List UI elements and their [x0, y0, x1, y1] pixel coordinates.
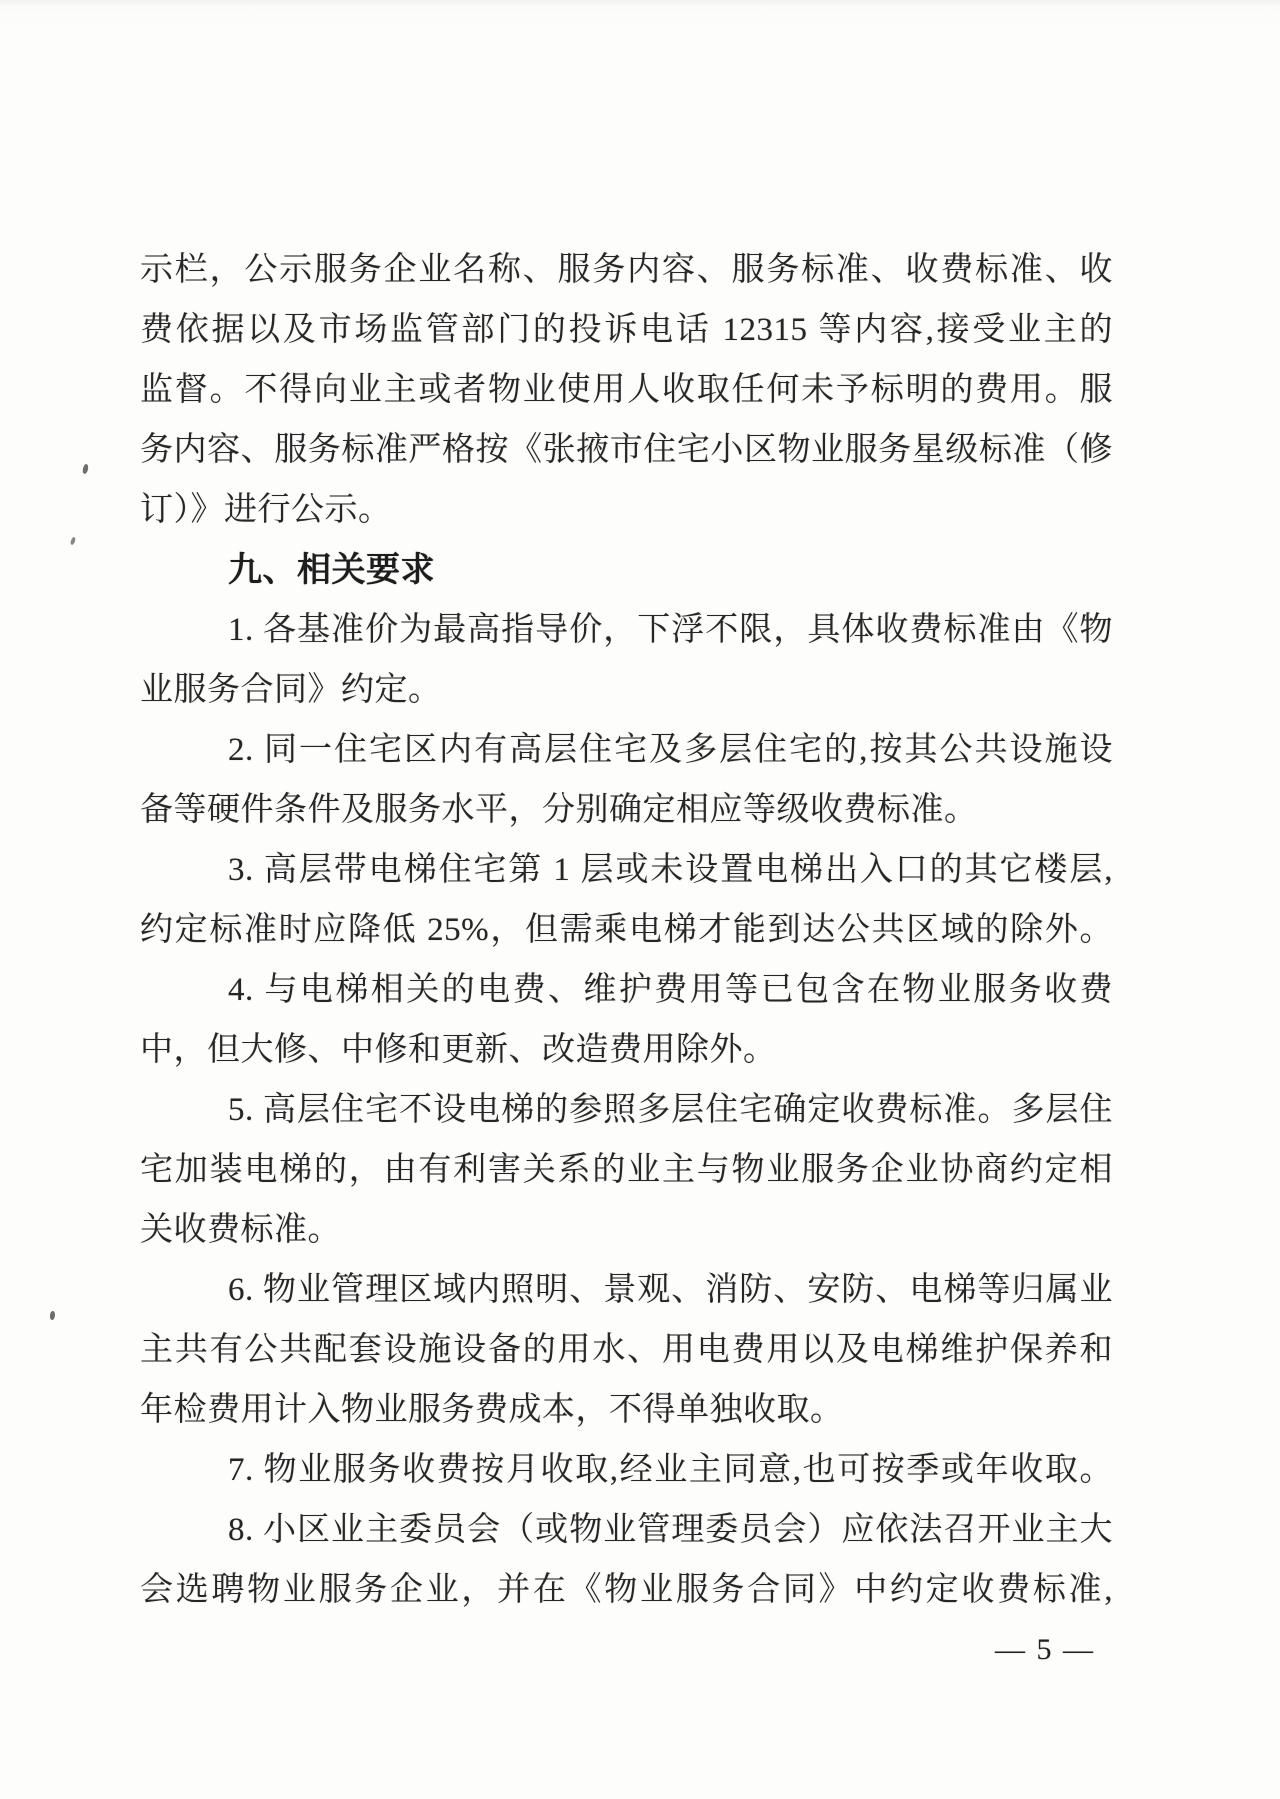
text-line: 主共有公共配套设施设备的用水、用电费用以及电梯维护保养和 [140, 1332, 1113, 1368]
text-line: 订）》进行公示。 [140, 492, 392, 528]
text-line: 4. 与电梯相关的电费、维护费用等已包含在物业服务收费 [228, 972, 1113, 1008]
page-number: — 5 — [995, 1633, 1095, 1666]
text-line: 7. 物业服务收费按月收取,经业主同意,也可按季或年收取。 [228, 1452, 1113, 1488]
scan-speck [82, 464, 89, 475]
text-line: 3. 高层带电梯住宅第 1 层或未设置电梯出入口的其它楼层, [228, 852, 1113, 888]
text-line: 关收费标准。 [140, 1212, 341, 1248]
text-line: 1. 各基准价为最高指导价，下浮不限，具体收费标准由《物 [228, 612, 1113, 648]
text-line: 业服务合同》约定。 [140, 672, 442, 708]
text-line: 中，但大修、中修和更新、改造费用除外。 [140, 1032, 777, 1068]
text-line: 会选聘物业服务企业，并在《物业服务合同》中约定收费标准, [140, 1572, 1113, 1608]
text-line: 约定标准时应降低 25%，但需乘电梯才能到达公共区域的除外。 [140, 912, 1113, 948]
text-line: 示栏，公示服务企业名称、服务内容、服务标准、收费标准、收 [140, 252, 1113, 288]
text-line: 6. 物业管理区域内照明、景观、消防、安防、电梯等归属业 [228, 1272, 1113, 1308]
section-heading: 九、相关要求 [228, 551, 435, 589]
text-line: 费依据以及市场监管部门的投诉电话 12315 等内容,接受业主的 [140, 312, 1113, 348]
text-line: 监督。不得向业主或者物业使用人收取任何未予标明的费用。服 [140, 372, 1113, 408]
text-line: 备等硬件条件及服务水平，分别确定相应等级收费标准。 [140, 792, 978, 828]
scan-speck [70, 537, 77, 546]
text-line: 5. 高层住宅不设电梯的参照多层住宅确定收费标准。多层住 [228, 1092, 1113, 1128]
text-line: 2. 同一住宅区内有高层住宅及多层住宅的,按其公共设施设 [228, 732, 1113, 768]
text-line: 宅加装电梯的，由有利害关系的业主与物业服务企业协商约定相 [140, 1152, 1113, 1188]
text-line: 年检费用计入物业服务费成本，不得单独收取。 [140, 1392, 844, 1428]
text-line: 8. 小区业主委员会（或物业管理委员会）应依法召开业主大 [228, 1512, 1113, 1548]
document-body [140, 240, 1113, 1620]
text-line: 务内容、服务标准严格按《张掖市住宅小区物业服务星级标准（修 [140, 432, 1113, 468]
scan-speck [49, 1311, 55, 1321]
